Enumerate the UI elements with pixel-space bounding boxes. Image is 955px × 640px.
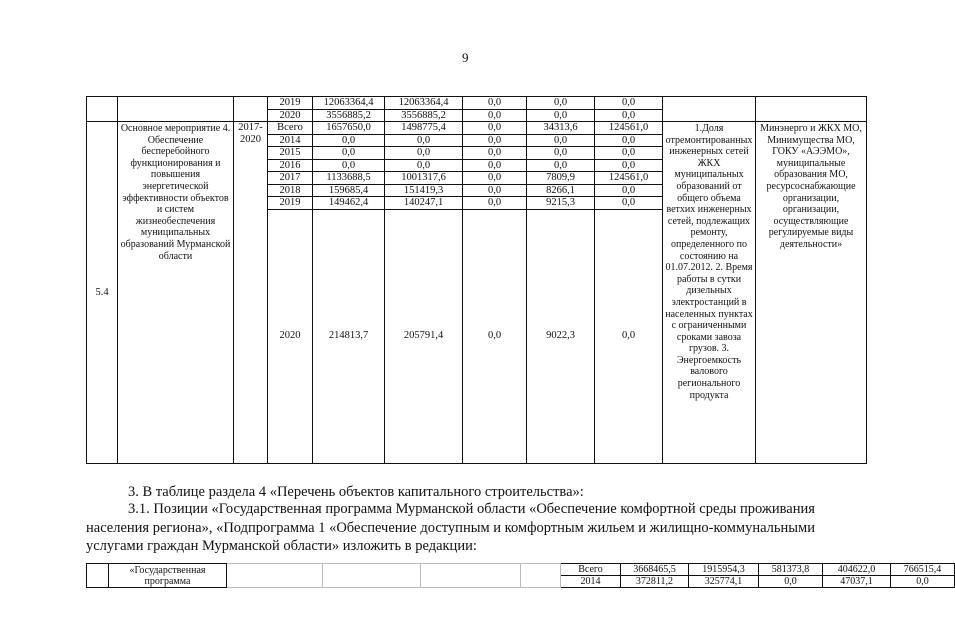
table-row: 5.4 Основное мероприятие 4. Обеспечение бесперебойного функционирования и повышения энергетической эффективности объектов и систем жизнеобеспечения муниципальных образований Мурманской области 2017-2020 Всего 1657650,0 1498775,4 0,0 34313,6 124561,0 1.Доля отремонтированных инженерных сетей ЖКХ муниципальных образований от общего объема ветхих инженерных сетей, подлежащих ремонту, определенного по состоянию на 01.07.2012. 2. Время работы в сутки дизельных электростанций в населенных пунктах с ограниченными сроками завоза грузов. 3. Энергоемкость валового регионального продукта Минэнерго и ЖКХ МО, Минимущества МО, ГОКУ «АЭЭМО», муниципальные образования МО, ресурсоснабжающие организации, организации, осуществляющие регулируемые виды деятельности»	[87, 122, 867, 135]
table-row: 2020 214813,7 205791,4 0,0 9022,3 0,0	[87, 209, 867, 463]
program-table	[86, 96, 867, 464]
section-number: 5.4	[87, 122, 118, 464]
table-row: 2020 3556885,2 3556885,2 0,0 0,0 0,0	[87, 109, 867, 122]
paragraph-section-4: 3. В таблице раздела 4 «Перечень объектов капитального строительства»:	[128, 484, 584, 500]
period: 2017-2020	[234, 122, 268, 464]
table-row: 2018 159685,4 151419,3 0,0 8266,1 0,0	[87, 184, 867, 197]
paragraph-3-1: 3.1. Позиции «Государственная программа Мурманской области «Обеспечение комфортной среды проживания населения региона», «Подпрограмма 1 «Обеспечение доступным и комфортным жильем и жилищно-коммунальными услугами граждан Мурманской области» изложить в редакции:	[86, 501, 815, 554]
table-row: 2019 12063364,4 12063364,4 0,0 0,0 0,0	[87, 97, 867, 110]
table-row: «Государственная программа Всего 3668465,5 1915954,3 581373,8 404622,0 766515,4	[87, 564, 955, 576]
table-row: 2017 1133688,5 1001317,6 0,0 7809,9 124561,0	[87, 172, 867, 185]
table-row: 2014 0,0 0,0 0,0 0,0 0,0	[87, 134, 867, 147]
table-row: 2019 149462,4 140247,1 0,0 9215,3 0,0	[87, 197, 867, 210]
program-label: «Государственная программа	[109, 564, 227, 588]
indicators-text: 1.Доля отремонтированных инженерных сетей ЖКХ муниципальных образований от общего объема ветхих инженерных сетей, подлежащих ремонту, определенного по состоянию на 01.07.2012. 2. Время работы в сутки дизельных электростанций в населенных пунктах с ограниченными сроками завоза грузов. 3. Энергоемкость валового регионального продукта	[665, 123, 753, 401]
table-row: 2014 372811,2 325774,1 0,0 47037,1 0,0	[87, 576, 955, 588]
executors-text: Минэнерго и ЖКХ МО, Минимущества МО, ГОКУ «АЭЭМО», муниципальные образования МО, ресурсоснабжающие организации, организации, осуществляющие регулируемые виды деятельности»	[760, 123, 862, 250]
table-row: 2015 0,0 0,0 0,0 0,0 0,0	[87, 147, 867, 160]
table-row: 2016 0,0 0,0 0,0 0,0 0,0	[87, 159, 867, 172]
measure-name: Основное мероприятие 4. Обеспечение бесперебойного функционирования и повышения энергетической эффективности объектов и систем жизнеобеспечения муниципальных образований Мурманской области	[120, 123, 231, 262]
capital-construction-table	[86, 563, 955, 588]
page-number: 9	[462, 50, 469, 65]
